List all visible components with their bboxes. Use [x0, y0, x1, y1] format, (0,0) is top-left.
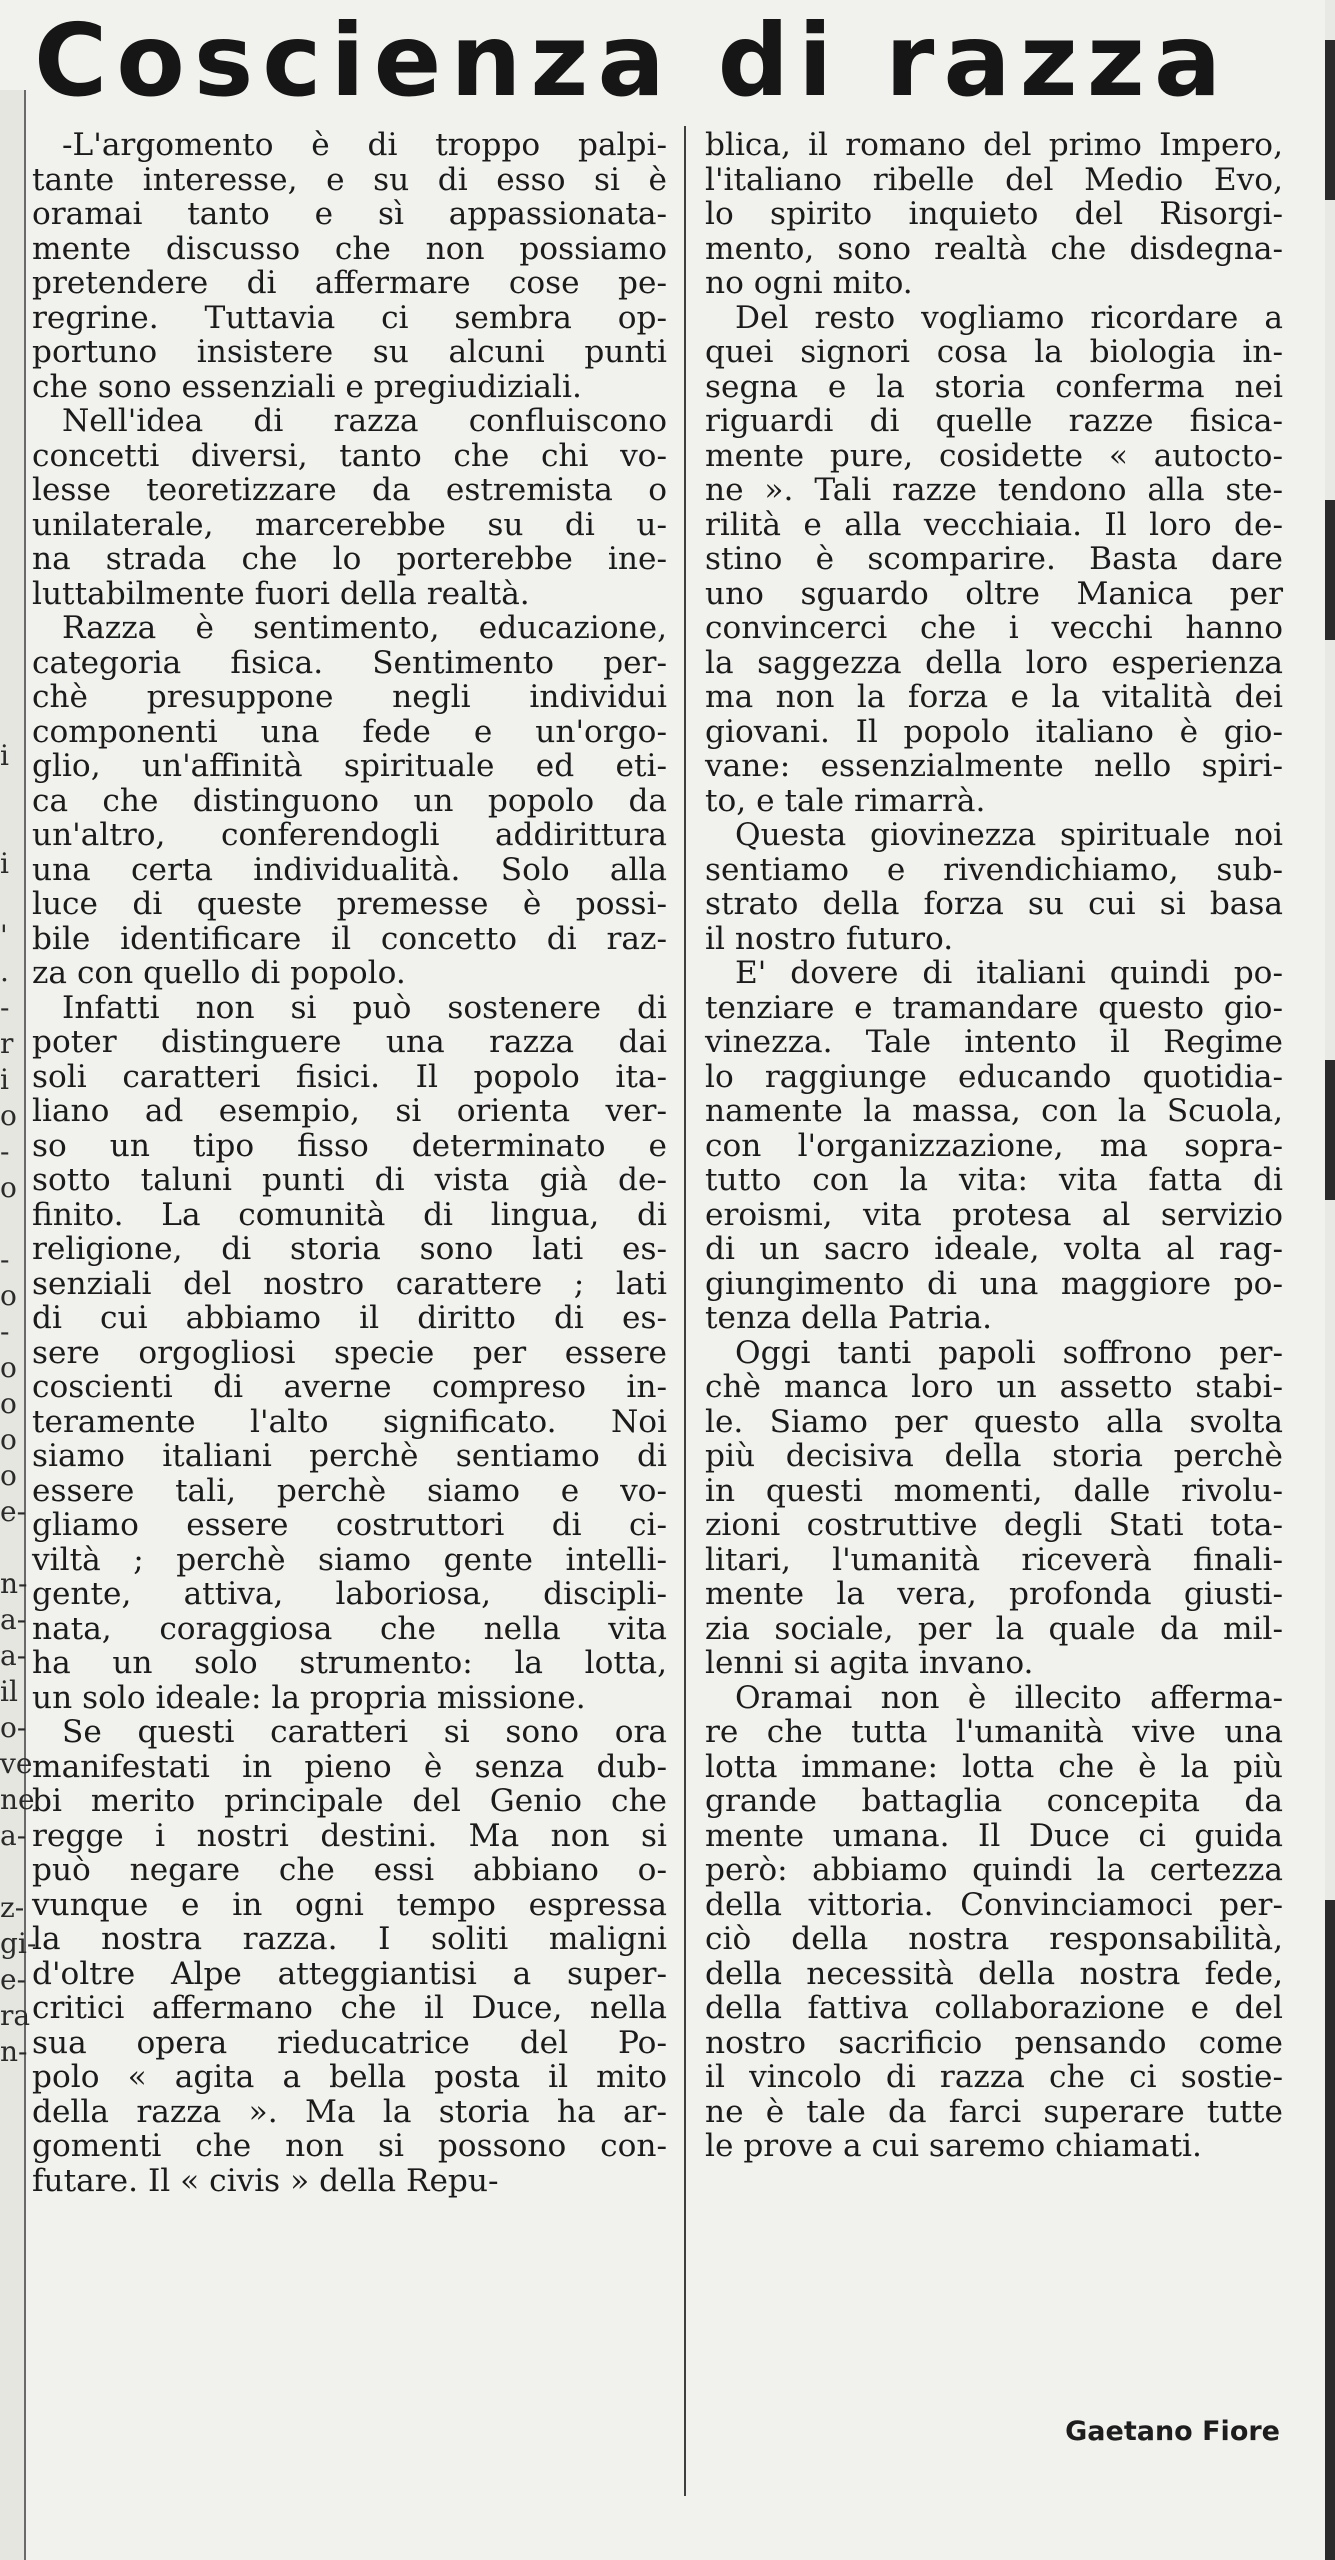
article-text-line: blica, il romano del primo Impero, — [705, 127, 1283, 163]
edge-fragment-text — [0, 774, 24, 810]
article-text-line: nata, coraggiosa che nella vita — [32, 1610, 667, 1647]
edge-fragment-text: - — [0, 991, 10, 1024]
article-text-line: regge i nostri destini. Ma non si — [32, 1817, 667, 1854]
article-text-line: di un sacro ideale, volta al rag- — [705, 1231, 1283, 1267]
article-text-line: stino è scomparire. Basta dare — [705, 541, 1283, 577]
article-text-line: bile identificare il concetto di raz- — [32, 920, 667, 957]
article-text-line: eroismi, vita protesa al servizio — [705, 1196, 1283, 1233]
edge-fragment-text: e- — [0, 1495, 27, 1528]
article-text-line: Del resto vogliamo ricordare a — [735, 299, 1283, 336]
article-text-line: E' dovere di italiani quindi po- — [735, 955, 1283, 991]
edge-fragment-text: a- — [0, 1603, 27, 1636]
article-text-line: na strada che lo porterebbe ine- — [32, 541, 667, 577]
edge-fragment-text — [0, 810, 24, 846]
article-text-line: regrine. Tuttavia ci sembra op- — [32, 299, 667, 336]
article-text-line: strato della forza su cui si basa — [705, 886, 1283, 922]
article-text-line: ne ». Tali razze tendono alla ste- — [705, 472, 1283, 508]
edge-paper-strip — [1325, 640, 1335, 1060]
article-text-line: sua opera rieducatrice del Po- — [32, 2024, 667, 2061]
edge-fragment-text — [0, 630, 24, 666]
edge-fragment-text: - — [0, 1315, 10, 1348]
article-text-line: mente umana. Il Duce ci guida — [705, 1817, 1283, 1854]
article-text-line: liano ad esempio, si orienta ver- — [32, 1093, 667, 1129]
article-text-line: però: abbiamo quindi la certezza — [705, 1852, 1283, 1888]
article-text-line: categoria fisica. Sentimento per- — [32, 644, 667, 681]
edge-fragment-text: il — [0, 1675, 18, 1708]
edge-fragment-text: o — [0, 1459, 17, 1492]
edge-fragment-text — [0, 90, 24, 126]
article-text-line: critici affermano che il Duce, nella — [32, 1990, 667, 2026]
article-text-line: mento, sono realtà che disdegna- — [705, 230, 1283, 267]
article-text-line: teramente l'alto significato. Noi — [32, 1403, 667, 1440]
article-text-line: ma non la forza e la vitalità dei — [705, 679, 1283, 715]
edge-fragment-text: a- — [0, 1639, 27, 1672]
article-text-line: essere tali, perchè siamo e vo- — [32, 1472, 667, 1509]
article-text-line: l'italiano ribelle del Medio Evo, — [705, 161, 1283, 198]
edge-fragment-text: ve — [0, 1747, 33, 1780]
article-text-line: che sono essenziali e pregiudiziali. — [32, 368, 582, 405]
edge-fragment-text: i — [0, 847, 9, 880]
edge-paper-strip — [1325, 1200, 1335, 1900]
article-text-line: to, e tale rimarrà. — [705, 782, 986, 819]
author-signature: Gaetano Fiore — [1065, 2416, 1280, 2447]
article-text-line: za con quello di popolo. — [32, 955, 406, 991]
article-text-line: della necessità della nostra fede, — [705, 1955, 1283, 1992]
article-text-line: zia sociale, per la quale da mil- — [705, 1610, 1283, 1647]
article-text-line: segna e la storia conferma nei — [705, 368, 1283, 405]
edge-fragment-text — [0, 378, 24, 414]
article-text-line: d'oltre Alpe atteggiantisi a super- — [32, 1955, 667, 1992]
article-text-line: manifestati in pieno è senza dub- — [32, 1748, 667, 1785]
article-text-line: Questa giovinezza spirituale noi — [735, 817, 1283, 853]
edge-fragment-text: i — [0, 739, 9, 772]
article-text-line: gomenti che non si possono con- — [32, 2128, 667, 2164]
edge-fragment-text: n- — [0, 2035, 28, 2068]
article-text-line: sere orgogliosi specie per essere — [32, 1334, 667, 1371]
article-text-line: le. Siamo per questo alla svolta — [705, 1403, 1283, 1440]
article-text-line: in questi momenti, dalle rivolu- — [705, 1472, 1283, 1509]
article-text-line: tutto con la vita: vita fatta di — [705, 1162, 1283, 1198]
edge-fragment-text: o — [0, 1423, 17, 1456]
edge-fragment-text: ra — [0, 1999, 31, 2032]
article-text-line: oramai tanto e sì appassionata- — [32, 196, 667, 232]
edge-fragment-text: o — [0, 1279, 17, 1312]
article-text-line: giovani. Il popolo italiano è gio- — [705, 713, 1283, 750]
edge-paper-strip — [1325, 200, 1335, 500]
article-text-line: della razza ». Ma la storia ha ar- — [32, 2093, 667, 2130]
article-text-line: giungimento di una maggiore po- — [705, 1265, 1283, 1302]
edge-fragment-text — [0, 1530, 24, 1566]
adjacent-column-fragments — [0, 90, 37, 2560]
edge-fragment-text: o — [0, 1351, 17, 1384]
article-text-line: le prove a cui saremo chiamati. — [705, 2128, 1202, 2164]
article-text-line: mente pure, cosidette « autocto- — [705, 437, 1283, 474]
article-text-line: polo « agita a bella posta il mito — [32, 2059, 667, 2095]
article-text-line: lo spirito inquieto del Risorgi- — [705, 196, 1283, 232]
article-text-line: di cui abbiamo il diritto di es- — [32, 1300, 667, 1336]
edge-fragment-text — [0, 342, 24, 378]
article-text-line: portuno insistere su alcuni punti — [32, 334, 667, 370]
edge-fragment-text: n- — [0, 1567, 28, 1600]
edge-fragment-text: z- — [0, 1891, 25, 1924]
article-text-line: bi merito principale del Genio che — [32, 1783, 667, 1819]
edge-fragment-text — [0, 1206, 24, 1242]
edge-fragment-text — [0, 594, 24, 630]
edge-fragment-text: - — [0, 1243, 10, 1276]
article-text-line: lesse teoretizzare da estremista o — [32, 472, 667, 508]
article-text-line: gliamo essere costruttori di ci- — [32, 1507, 667, 1543]
article-text-line: zioni costruttive degli Stati tota- — [705, 1507, 1283, 1543]
edge-fragment-text — [0, 486, 24, 522]
edge-fragment-text: o — [0, 1387, 17, 1420]
article-text-line: il nostro futuro. — [705, 920, 954, 957]
article-text-line: della fattiva collaborazione e del — [705, 1990, 1283, 2026]
article-text-line: quei signori cosa la biologia in- — [705, 334, 1283, 370]
article-text-line: con l'organizzazione, ma sopra- — [705, 1127, 1283, 1164]
article-text-line: concetti diversi, tanto che chi vo- — [32, 437, 667, 474]
article-text-line: sotto taluni punti di vista già de- — [32, 1162, 667, 1198]
edge-fragment-text: o — [0, 1099, 17, 1132]
article-text-line: un solo ideale: la propria missione. — [32, 1679, 586, 1716]
article-text-line: la saggezza della loro esperienza — [705, 644, 1283, 681]
article-text-line: rilità e alla vecchiaia. Il loro de- — [705, 506, 1283, 543]
article-text-line: chè manca loro un assetto stabi- — [705, 1369, 1283, 1405]
article-text-line: no ogni mito. — [705, 265, 913, 301]
column-divider-rule — [684, 126, 686, 2496]
article-text-line: unilaterale, marcerebbe su di u- — [32, 506, 667, 543]
article-text-line: il vincolo di razza che ci sostie- — [705, 2059, 1283, 2095]
article-text-line: la nostra razza. I soliti maligni — [32, 1921, 667, 1957]
edge-fragment-text: o- — [0, 1711, 27, 1744]
edge-fragment-text: gi- — [0, 1927, 37, 1960]
edge-fragment-text — [0, 522, 24, 558]
article-text-line: re che tutta l'umanità vive una — [705, 1714, 1283, 1750]
edge-fragment-text: r — [0, 1027, 14, 1060]
article-text-line: Nell'idea di razza confluiscono — [62, 403, 667, 439]
article-text-line: lotta immane: lotta che è la più — [705, 1748, 1283, 1785]
article-text-line: Oramai non è illecito afferma- — [735, 1679, 1283, 1716]
article-text-line: luttabilmente fuori della realtà. — [32, 575, 530, 612]
article-text-line: della vittoria. Convinciamoci per- — [705, 1886, 1283, 1923]
edge-fragment-text — [0, 198, 24, 234]
article-text-line: siamo italiani perchè sentiamo di — [32, 1438, 667, 1474]
edge-fragment-text — [0, 666, 24, 702]
edge-fragment-text — [0, 702, 24, 738]
article-text-line: può negare che essi abbiano o- — [32, 1852, 667, 1888]
article-text-line: religione, di storia sono lati es- — [32, 1231, 667, 1267]
article-text-line: componenti una fede e un'orgo- — [32, 713, 667, 750]
article-text-line: ca che distinguono un popolo da — [32, 782, 667, 819]
article-text-line: Razza è sentimento, educazione, — [62, 610, 667, 646]
article-text-line: vunque e in ogni tempo espressa — [32, 1886, 667, 1923]
edge-fragment-text — [0, 306, 24, 342]
edge-fragment-text: . — [0, 955, 9, 988]
article-text-line: mente discusso che non possiamo — [32, 230, 667, 267]
article-text-line: convincerci che i vecchi hanno — [705, 610, 1283, 646]
edge-fragment-text: a- — [0, 1819, 27, 1852]
article-text-line: futare. Il « civis » della Repu- — [32, 2162, 499, 2199]
article-text-line: chè presuppone negli individui — [32, 679, 667, 715]
edge-fragment-text: ' — [0, 919, 8, 952]
edge-fragment-text — [0, 450, 24, 486]
article-text-line: glio, un'affinità spirituale ed eti- — [32, 748, 667, 784]
article-text-line: soli caratteri fisici. Il popolo ita- — [32, 1058, 667, 1095]
article-text-line: tenza della Patria. — [705, 1300, 992, 1336]
edge-fragment-text: o — [0, 1171, 17, 1204]
article-text-line: tenziare e tramandare questo gio- — [705, 989, 1283, 1026]
article-text-line: grande battaglia concepita da — [705, 1783, 1283, 1819]
article-text-line: Oggi tanti papoli soffrono per- — [735, 1334, 1283, 1371]
edge-fragment-text — [0, 882, 24, 918]
edge-fragment-text: i — [0, 1063, 9, 1096]
edge-paper-strip — [1325, 0, 1335, 40]
article-text-line: namente la massa, con la Scuola, — [705, 1093, 1283, 1129]
article-text-line: coscienti di averne compreso in- — [32, 1369, 667, 1405]
article-text-line: ciò della nostra responsabilità, — [705, 1921, 1283, 1957]
article-text-line: sentiamo e rivendichiamo, sub- — [705, 851, 1283, 888]
edge-fragment-text — [0, 414, 24, 450]
article-text-line: gente, attiva, laboriosa, discipli- — [32, 1576, 667, 1612]
article-left-column — [32, 128, 667, 2528]
edge-fragment-text — [0, 1854, 24, 1890]
article-text-line: nostro sacrificio pensando come — [705, 2024, 1283, 2061]
edge-fragment-text — [0, 126, 24, 162]
article-text-line: riguardi di quelle razze fisica- — [705, 403, 1283, 439]
article-text-line: lo raggiunge educando quotidia- — [705, 1058, 1283, 1095]
article-text-line: Se questi caratteri si sono ora — [62, 1714, 667, 1750]
edge-fragment-text: ne — [0, 1783, 35, 1816]
article-headline: Coscienza di razza — [34, 2, 1231, 119]
article-text-line: mente la vera, profonda giusti- — [705, 1576, 1283, 1612]
article-text-line: Infatti non si può sostenere di — [62, 989, 667, 1026]
edge-fragment-text: e- — [0, 1963, 27, 1996]
article-text-line: senziali del nostro carattere ; lati — [32, 1265, 667, 1302]
article-text-line: vinezza. Tale intento il Regime — [705, 1024, 1283, 1060]
edge-fragment-text: - — [0, 1135, 10, 1168]
article-text-line: una certa individualità. Solo alla — [32, 851, 667, 888]
article-text-line: un'altro, conferendogli addirittura — [32, 817, 667, 853]
article-text-line: lenni si agita invano. — [705, 1645, 1034, 1681]
right-page-edge — [1325, 0, 1335, 2560]
article-text-line: so un tipo fisso determinato e — [32, 1127, 667, 1164]
article-text-line: litari, l'umanità riceverà finali- — [705, 1541, 1283, 1578]
article-text-line: poter distinguere una razza dai — [32, 1024, 667, 1060]
article-text-line: vane: essenzialmente nello spiri- — [705, 748, 1283, 784]
article-text-line: pretendere di affermare cose pe- — [32, 265, 667, 301]
article-text-line: tante interesse, e su di esso si è — [32, 161, 667, 198]
article-text-line: -L'argomento è di troppo palpi- — [62, 127, 667, 163]
article-text-line: luce di queste premesse è possi- — [32, 886, 667, 922]
edge-fragment-text — [0, 270, 24, 306]
article-text-line: finito. La comunità di lingua, di — [32, 1196, 667, 1233]
article-right-column — [705, 128, 1283, 2528]
edge-fragment-text — [0, 162, 24, 198]
article-text-line: uno sguardo oltre Manica per — [705, 575, 1283, 612]
article-text-line: ha un solo strumento: la lotta, — [32, 1645, 667, 1681]
edge-fragment-text — [0, 558, 24, 594]
edge-fragment-text — [0, 234, 24, 270]
article-text-line: ne è tale da farci superare tutte — [705, 2093, 1283, 2130]
article-text-line: più decisiva della storia perchè — [705, 1438, 1283, 1474]
article-text-line: viltà ; perchè siamo gente intelli- — [32, 1541, 667, 1578]
